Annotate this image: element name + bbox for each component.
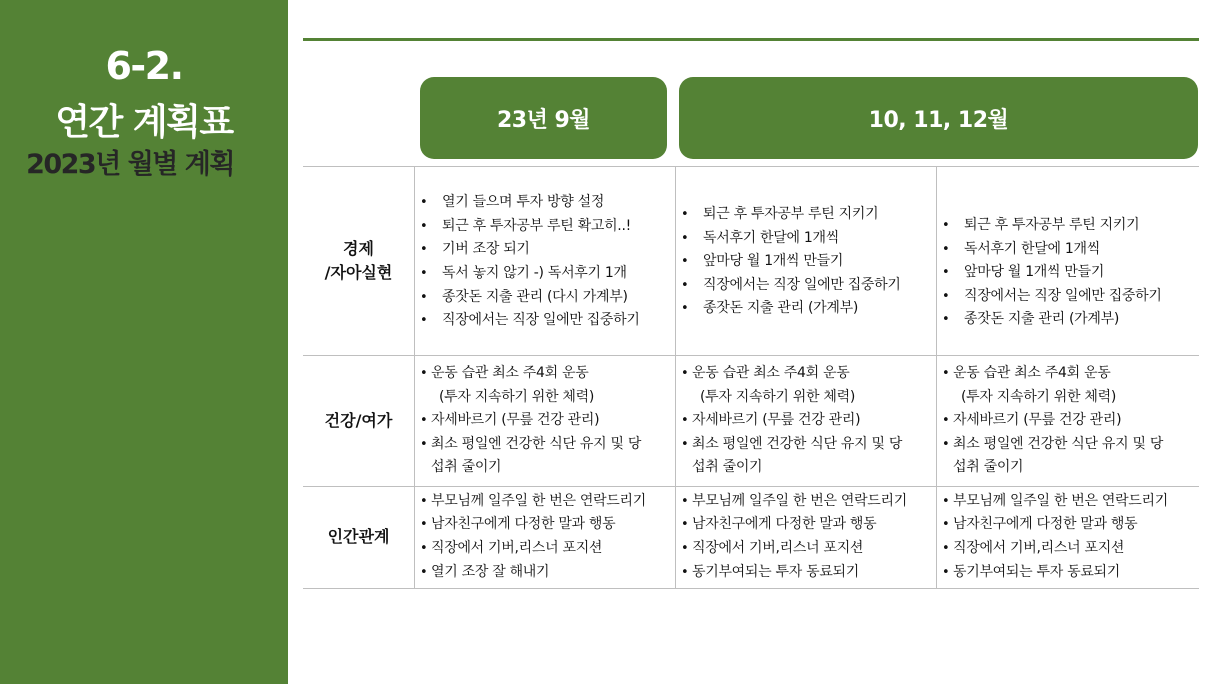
- list-item-continuation: (투자 지속하기 위한 체력): [700, 388, 856, 405]
- table-cell: [937, 214, 1199, 332]
- bullet-list: [676, 203, 936, 321]
- list-item: • 직장에서 기버,리스너 포지션: [415, 537, 675, 561]
- list-item-continuation: (투자 지속하기 위한 체력): [961, 388, 1117, 405]
- list-item: • 최소 평일엔 건강한 식단 유지 및 당: [676, 433, 936, 457]
- row-label-economy: [303, 167, 414, 355]
- list-item-continuation: 섭취 줄이기: [692, 459, 763, 476]
- slide-title: 연간 계획표: [55, 102, 233, 143]
- list-item: • 종잣돈 지출 관리 (다시 가계부): [415, 286, 675, 310]
- list-item: • 부모님께 일주일 한 번은 연락드리기: [415, 490, 675, 514]
- row-divider: [303, 355, 1199, 356]
- list-item: • 동기부여되는 투자 동료되기: [937, 561, 1199, 585]
- list-item: • 퇴근 후 투자공부 루틴 확고히..!: [415, 215, 675, 239]
- bullet-list: [415, 362, 675, 480]
- table-cell: [676, 489, 936, 585]
- list-item: • 퇴근 후 투자공부 루틴 지키기: [937, 214, 1199, 238]
- list-item: • 종잣돈 지출 관리 (가계부): [937, 308, 1199, 332]
- table-cell: [415, 362, 675, 480]
- sidebar: [0, 0, 288, 684]
- plan-table: [303, 166, 1199, 589]
- bullet-list: [415, 490, 675, 584]
- list-item: • 앞마당 월 1개씩 만들기: [676, 250, 936, 274]
- bullet-list: [937, 214, 1199, 332]
- row-divider: [303, 486, 1199, 487]
- bullet-list: [676, 362, 936, 480]
- list-item-continuation: 섭취 줄이기: [953, 459, 1024, 476]
- bullet-list: [676, 490, 936, 584]
- list-item: • 부모님께 일주일 한 번은 연락드리기: [676, 490, 936, 514]
- row-label-line: 경제: [343, 239, 374, 258]
- column-header-september: 23년 9월: [420, 77, 667, 159]
- row-label-relationships: 인간관계: [327, 527, 390, 546]
- bullet-list: [937, 490, 1199, 584]
- list-item: • 직장에서 기버,리스너 포지션: [676, 537, 936, 561]
- list-item: • 부모님께 일주일 한 번은 연락드리기: [937, 490, 1199, 514]
- bullet-list: [415, 191, 675, 333]
- row-label-line: /자아실현: [324, 263, 393, 282]
- table-cell: [415, 489, 675, 585]
- top-divider: [303, 38, 1199, 41]
- list-item: • 자세바르기 (무릎 건강 관리): [937, 409, 1199, 433]
- list-item: • 독서후기 한달에 1개씩: [937, 238, 1199, 262]
- list-item: • 직장에서 기버,리스너 포지션: [937, 537, 1199, 561]
- list-item: • 직장에서는 직장 일에만 집중하기: [937, 285, 1199, 309]
- list-item: • 열기 들으며 투자 방향 설정: [415, 191, 675, 215]
- list-item: • 열기 조장 잘 해내기: [415, 561, 675, 585]
- list-item: • 독서후기 한달에 1개씩: [676, 227, 936, 251]
- table-cell: [676, 203, 936, 321]
- list-item: • 동기부여되는 투자 동료되기: [676, 561, 936, 585]
- list-item: • 자세바르기 (무릎 건강 관리): [676, 409, 936, 433]
- slide-subtitle: 2023년 월별 계획: [26, 149, 234, 180]
- column-header-oct-dec: 10, 11, 12월: [679, 77, 1198, 159]
- list-item: • 남자친구에게 다정한 말과 행동: [676, 513, 936, 537]
- list-item: • 최소 평일엔 건강한 식단 유지 및 당: [937, 433, 1199, 457]
- section-number: 6-2.: [105, 44, 183, 88]
- list-item: • 운동 습관 최소 주4회 운동: [676, 362, 936, 386]
- list-item: • 운동 습관 최소 주4회 운동: [415, 362, 675, 386]
- list-item: • 직장에서는 직장 일에만 집중하기: [676, 274, 936, 298]
- list-item: • 남자친구에게 다정한 말과 행동: [937, 513, 1199, 537]
- list-item: • 종잣돈 지출 관리 (가계부): [676, 297, 936, 321]
- list-item: • 독서 놓지 않기 -) 독서후기 1개: [415, 262, 675, 286]
- table-cell: [937, 489, 1199, 585]
- table-cell: [676, 362, 936, 480]
- list-item: • 최소 평일엔 건강한 식단 유지 및 당: [415, 433, 675, 457]
- row-label-health: 건강/여가: [324, 410, 393, 430]
- bullet-list: [937, 362, 1199, 480]
- list-item: • 자세바르기 (무릎 건강 관리): [415, 409, 675, 433]
- list-item: • 앞마당 월 1개씩 만들기: [937, 261, 1199, 285]
- table-cell: [415, 191, 675, 333]
- list-item: • 운동 습관 최소 주4회 운동: [937, 362, 1199, 386]
- list-item-continuation: (투자 지속하기 위한 체력): [439, 388, 595, 405]
- list-item: • 퇴근 후 투자공부 루틴 지키기: [676, 203, 936, 227]
- list-item: • 직장에서는 직장 일에만 집중하기: [415, 309, 675, 333]
- table-cell: [937, 362, 1199, 480]
- list-item: • 기버 조장 되기: [415, 238, 675, 262]
- list-item-continuation: 섭취 줄이기: [431, 459, 502, 476]
- list-item: • 남자친구에게 다정한 말과 행동: [415, 513, 675, 537]
